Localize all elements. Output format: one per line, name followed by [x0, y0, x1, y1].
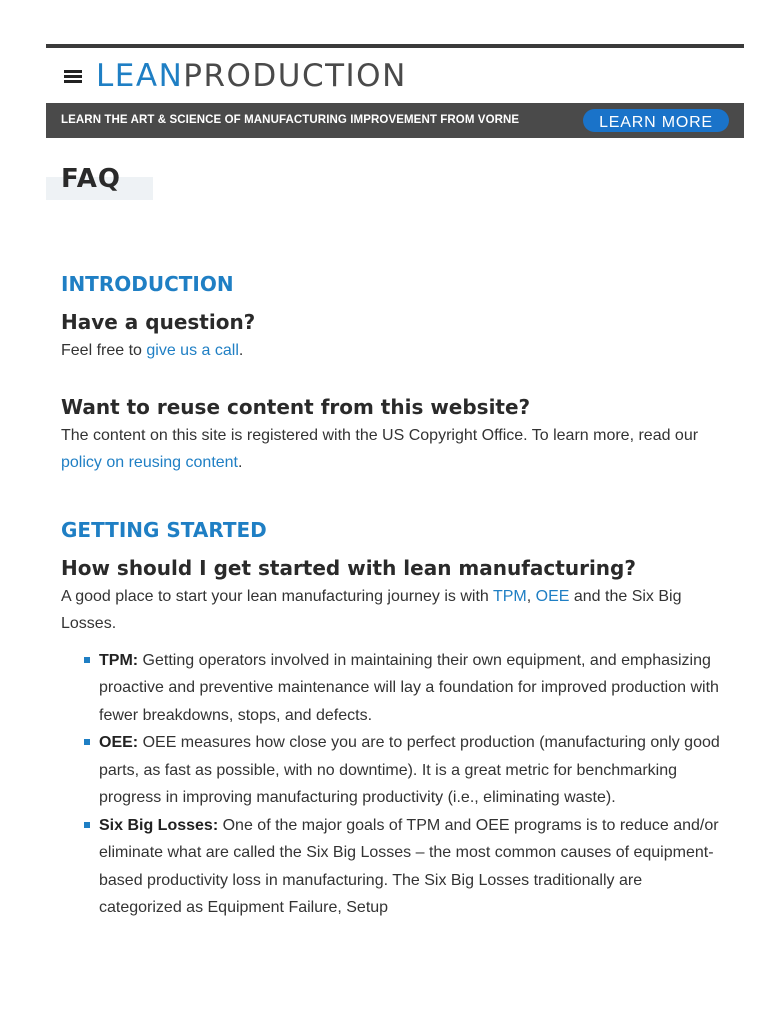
tpm-link[interactable]: TPM: [492, 587, 527, 605]
question-reuse-content: Want to reuse content from this website?: [61, 394, 531, 419]
policy-on-reusing-content-link[interactable]: policy on reusing content: [61, 454, 238, 471]
answer-text-end: .: [238, 342, 244, 359]
list-item: [81, 729, 721, 812]
top-rule: [46, 44, 744, 48]
question-how-to-start: How should I get started with lean manufacturing?: [61, 555, 636, 580]
bullet-list: [81, 647, 721, 922]
page-title: FAQ: [61, 164, 122, 194]
oee-link[interactable]: OEE: [535, 587, 570, 605]
logo-lean: LEAN: [96, 58, 184, 94]
answer-text-end: and the Six Big Losses.: [61, 587, 682, 632]
learn-more-button[interactable]: LEARN MORE: [583, 109, 729, 132]
list-item-term: Six Big Losses:: [99, 816, 219, 834]
list-item-term: TPM:: [99, 651, 139, 669]
question-have-a-question: Have a question?: [61, 310, 256, 334]
promo-banner: [46, 103, 744, 138]
answer-have-a-question: [61, 337, 721, 365]
list-item-text: OEE measures how close you are to perfect production (manufacturing only good parts, as fast as possible, with no downtime). It is a great metric for benchmarking progress in improving manufacturing productivity (i.e., eliminating waste).: [99, 734, 720, 806]
separator: ,: [526, 587, 536, 605]
list-item: [81, 647, 721, 730]
site-logo[interactable]: [96, 58, 407, 94]
logo-production: PRODUCTION: [183, 58, 407, 94]
list-item-term: OEE:: [99, 734, 139, 751]
site-header: [46, 50, 744, 102]
list-item-text: One of the major goals of TPM and OEE programs is to reduce and/or eliminate what are called the Six Big Losses – the most common causes of equipment-based productivity loss in manufacturing. The Six Big Losses traditionally are categorized as Equipment Failure, Setup: [99, 816, 719, 916]
answer-text: The content on this site is registered with the US Copyright Office. To learn more, read our: [61, 426, 699, 444]
section-heading-introduction: INTRODUCTION: [61, 272, 234, 296]
answer-reuse-content: [61, 422, 721, 477]
answer-text: A good place to start your lean manufacturing journey is with: [61, 587, 493, 605]
list-item: [81, 812, 721, 922]
banner-text: LEARN THE ART & SCIENCE OF MANUFACTURING IMPROVEMENT FROM VORNE: [61, 114, 520, 126]
section-heading-getting-started: GETTING STARTED: [61, 517, 267, 542]
answer-text: Feel free to: [61, 342, 147, 359]
faq-content: [61, 270, 721, 922]
answer-how-to-start: [61, 583, 721, 638]
hamburger-menu-icon[interactable]: [64, 70, 82, 83]
list-item-text: Getting operators involved in maintaining their own equipment, and emphasizing proactive and preventive maintenance will lay a foundation for improved production with fewer breakdowns, stops, and defects.: [99, 651, 719, 724]
answer-text-end: .: [238, 454, 243, 471]
give-us-a-call-link[interactable]: give us a call: [146, 342, 239, 359]
